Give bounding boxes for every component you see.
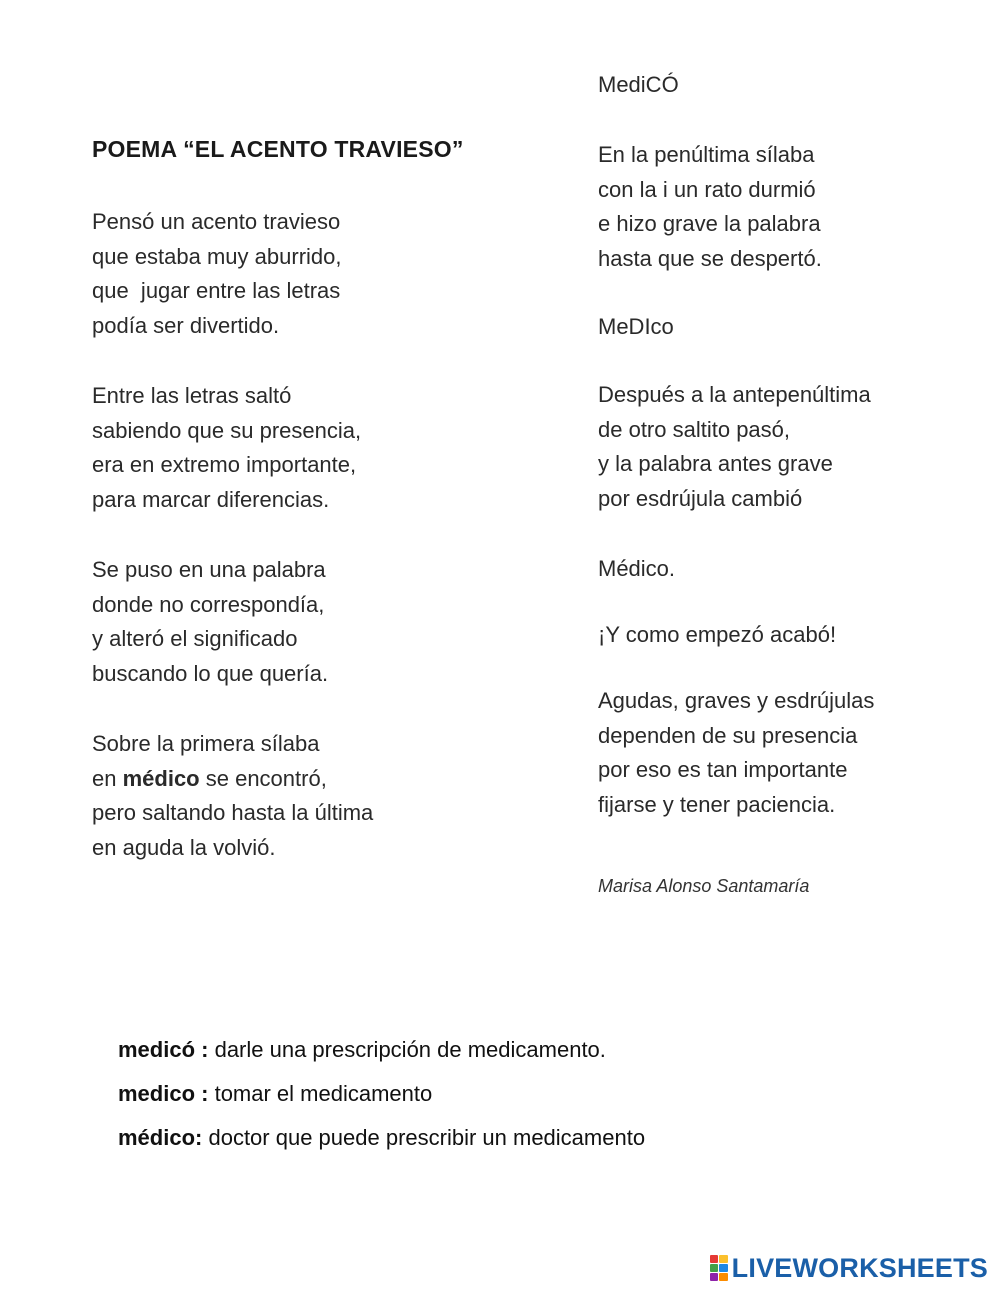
poem-stanza-2 <box>92 379 562 517</box>
word-medico-aguda: MediCÓ <box>598 72 679 97</box>
poem-line: y alteró el significado <box>92 626 298 651</box>
definition-text: tomar el medicamento <box>208 1081 433 1106</box>
poem-line-suffix: se encontró, <box>199 765 327 791</box>
poem-stanza-1 <box>92 205 562 343</box>
poem-author: Marisa Alonso Santamaría <box>598 876 810 896</box>
poem-line: en aguda la volvió. <box>92 834 276 860</box>
poem-line: fijarse y tener paciencia. <box>598 791 836 817</box>
poem-line-with-bold <box>92 762 562 797</box>
poem-line: que jugar entre las letras <box>92 278 341 303</box>
poem-left-column <box>92 136 562 901</box>
poem-line: de otro saltito pasó, <box>598 416 791 442</box>
poem-line: Entre las letras saltó <box>92 383 292 408</box>
poem-exclamation: ¡Y como empezó acabó! <box>598 622 837 647</box>
poem-line: En la penúltima sílaba <box>598 142 815 167</box>
definition-text: darle una prescripción de medicamento. <box>208 1037 606 1062</box>
poem-line: dependen de su presencia <box>598 722 858 748</box>
poem-line-prefix: en <box>92 765 123 791</box>
logo-cell <box>719 1255 728 1263</box>
liveworksheets-brand <box>710 1253 988 1283</box>
liveworksheets-logo-icon <box>710 1255 728 1281</box>
poem-stanza-3 <box>92 553 562 691</box>
poem-right-column <box>598 68 978 897</box>
poem-line: por esdrújula cambió <box>598 485 803 511</box>
definition-item <box>118 1072 918 1116</box>
poem-line: podía ser divertido. <box>92 312 280 338</box>
poem-line: por eso es tan importante <box>598 757 848 782</box>
definition-term: medicó : <box>118 1037 209 1062</box>
poem-stanza-5 <box>598 138 978 276</box>
poem-line: y la palabra antes grave <box>598 451 833 476</box>
definition-item <box>118 1028 918 1072</box>
poem-stanza-4 <box>92 727 562 865</box>
brand-name: LIVEWORKSHEETS <box>731 1252 988 1283</box>
poem-title: POEMA “EL ACENTO TRAVIESO” <box>92 136 464 162</box>
word-medico-esdrujula: Médico. <box>598 556 676 581</box>
logo-cell <box>719 1273 728 1281</box>
definition-term: médico: <box>118 1125 203 1150</box>
logo-cell <box>710 1264 719 1272</box>
poem-line: sabiendo que su presencia, <box>92 417 362 443</box>
poem-line: hasta que se despertó. <box>598 245 822 271</box>
definition-text: doctor que puede prescribir un medicamento <box>202 1125 646 1150</box>
poem-stanza-7 <box>598 684 978 822</box>
poem-line: para marcar diferencias. <box>92 486 330 512</box>
poem-line: era en extremo importante, <box>92 452 357 477</box>
poem-line: e hizo grave la palabra <box>598 211 821 236</box>
poem-stanza-6 <box>598 378 978 516</box>
poem-line: donde no correspondía, <box>92 591 325 617</box>
poem-line: con la i un rato durmió <box>598 176 816 202</box>
poem-line: buscando lo que quería. <box>92 660 329 686</box>
poem-line: Agudas, graves y esdrújulas <box>598 688 875 713</box>
logo-cell <box>710 1255 719 1263</box>
definition-item <box>118 1116 918 1160</box>
logo-cell <box>719 1264 728 1272</box>
definition-term: medico : <box>118 1081 209 1106</box>
poem-line: Se puso en una palabra <box>92 557 326 582</box>
definitions-list <box>118 1028 918 1160</box>
poem-line: pero saltando hasta la última <box>92 800 374 825</box>
poem-line: Después a la antepenúltima <box>598 382 871 407</box>
bold-word-medico: médico <box>122 765 200 791</box>
logo-cell <box>710 1273 719 1281</box>
poem-line: Pensó un acento travieso <box>92 209 341 234</box>
word-medico-grave: MeDIco <box>598 314 674 339</box>
poem-line: Sobre la primera sílaba <box>92 731 320 756</box>
poem-line: que estaba muy aburrido, <box>92 243 342 269</box>
